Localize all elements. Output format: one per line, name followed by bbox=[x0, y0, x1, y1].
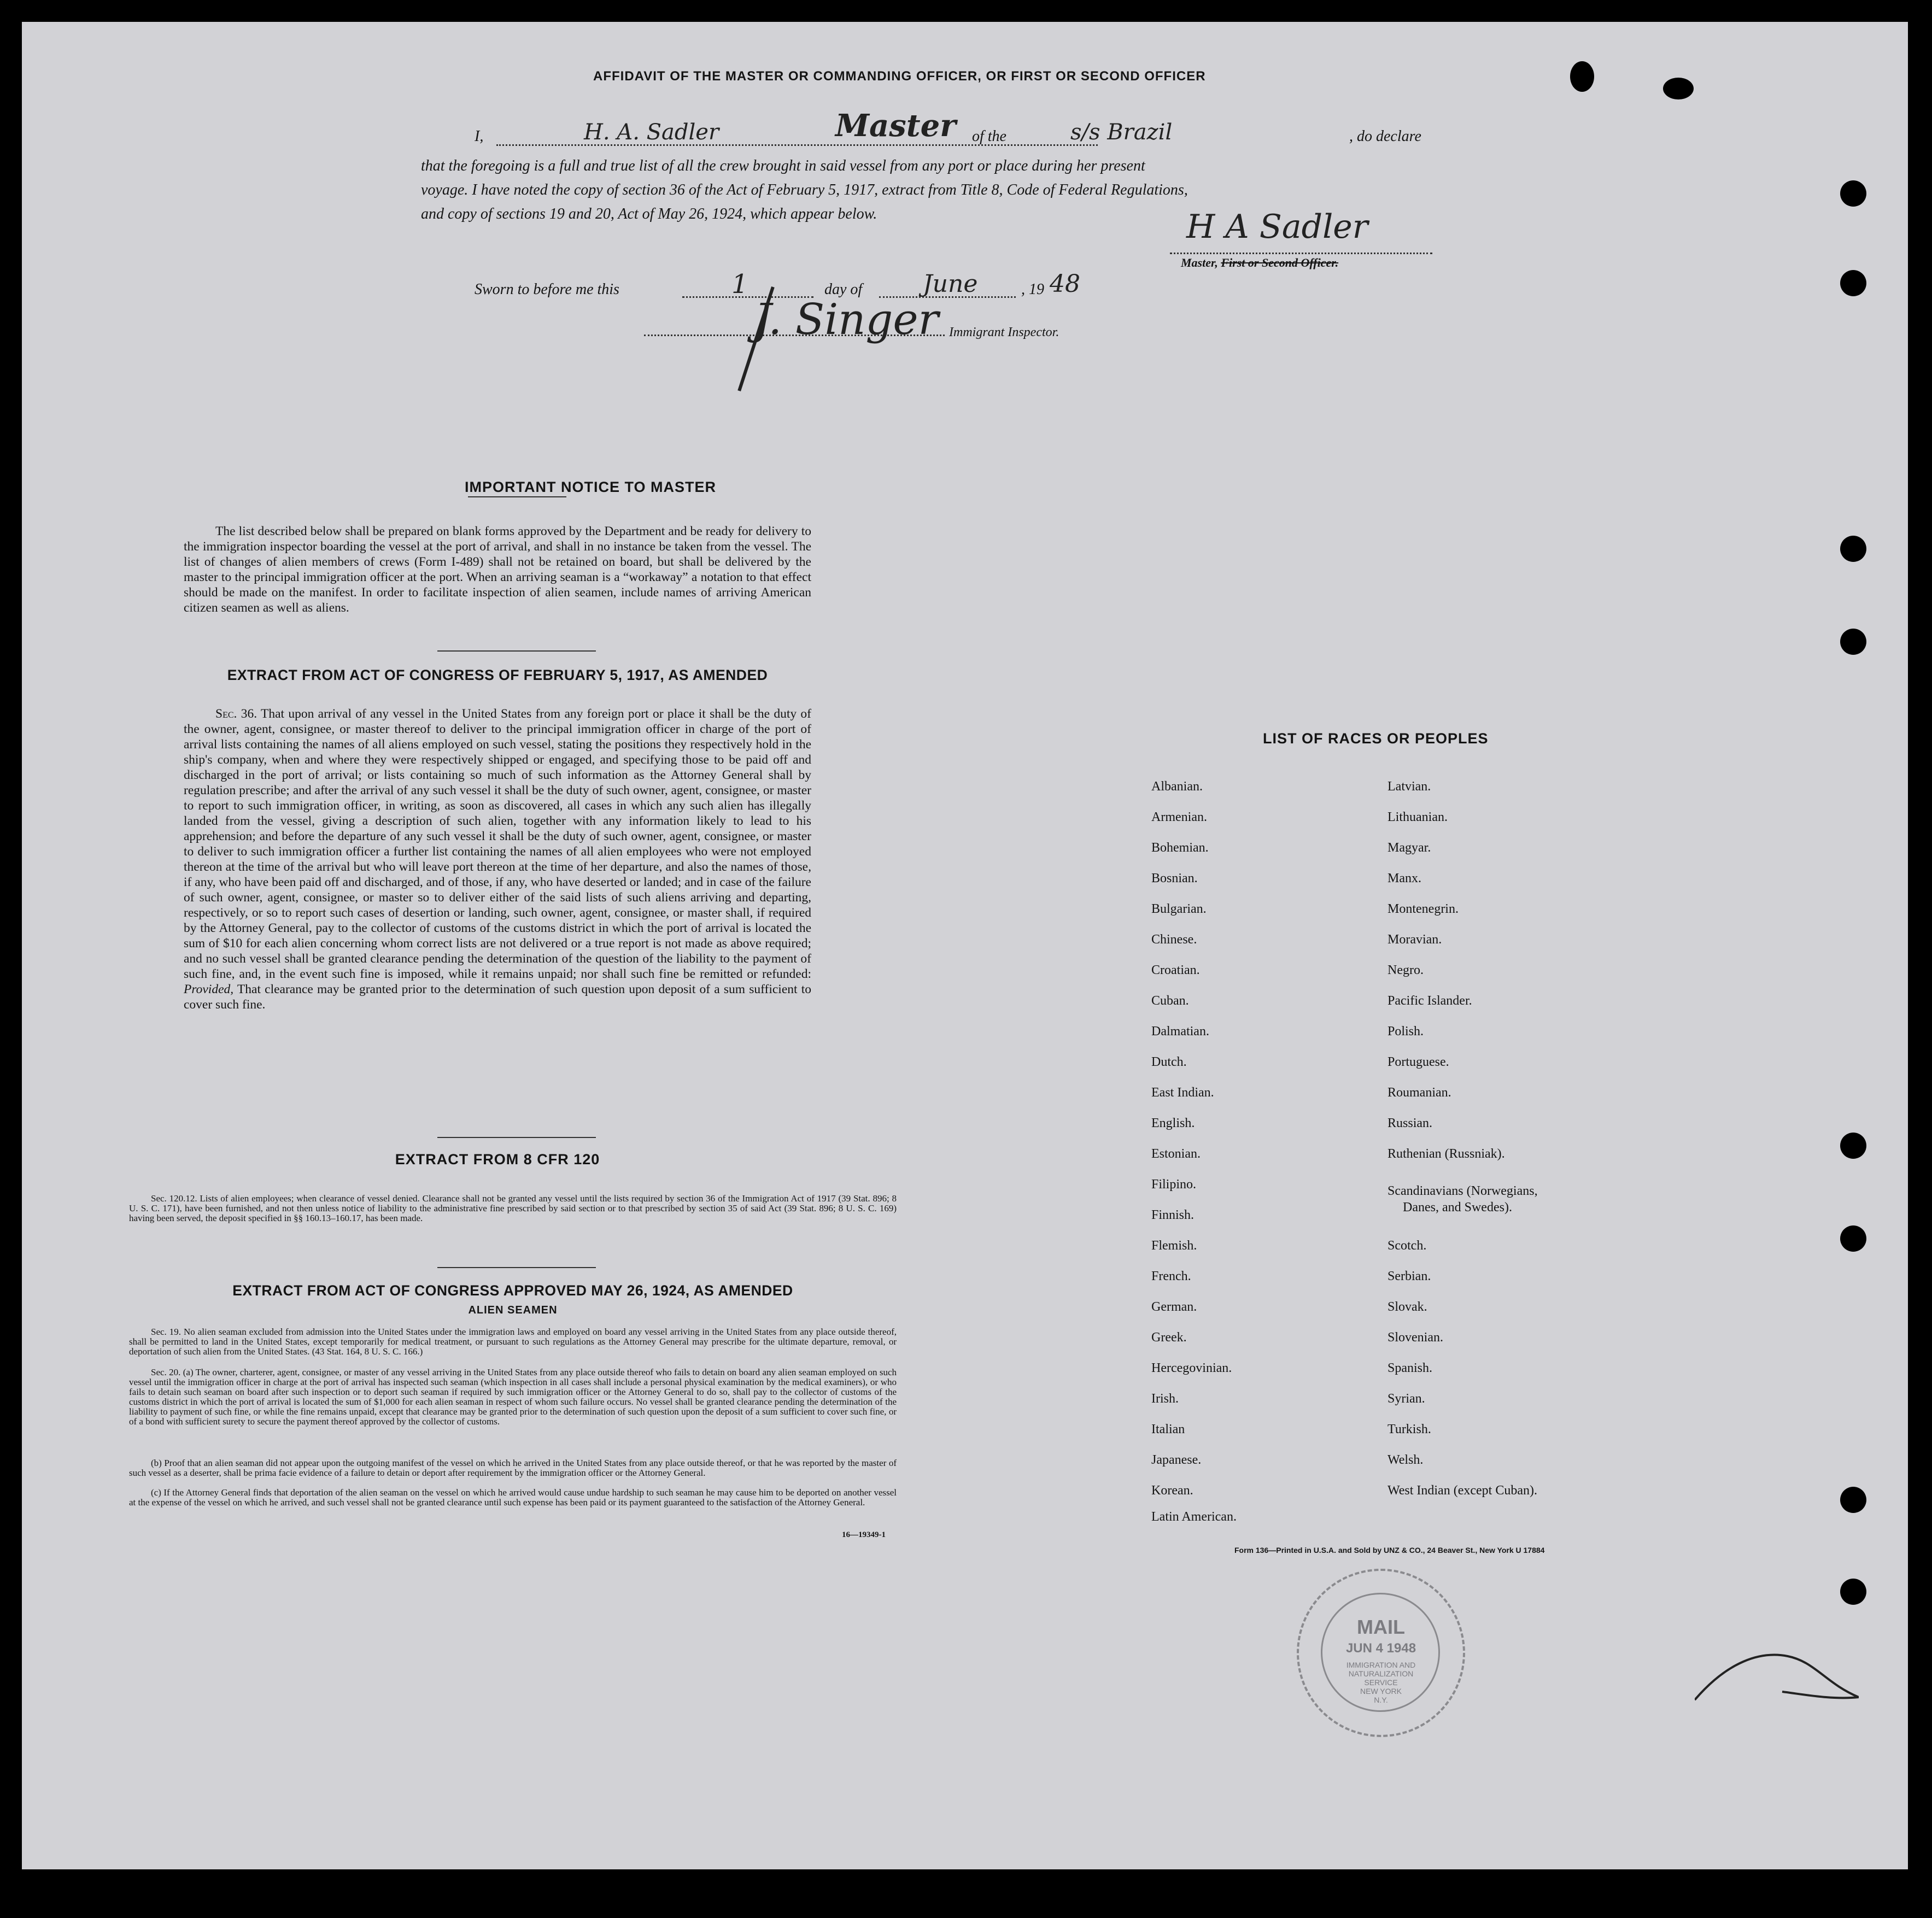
race-item: Scotch. bbox=[1387, 1239, 1427, 1253]
sec-20a-text: Sec. 20. (a) The owner, charterer, agent, consignee, or master of any vessel arriving in the United States from any place outside thereof who fails to detain on board any alien seaman employed on such vessel until the immigration officer in charge at the port of arrival has inspected such seaman (which inspection in all cases shall include a personal physical examination by the medical examiners), or who fails to detain such seaman on board after such inspection or to deport such seaman if required by such immigration officer or the Attorney General to do so, shall pay to the collector of customs of the customs district in which the port of arrival is located the sum of $1,000 for each alien seaman in respect of whom such failure occurs. No vessel shall be granted clearance pending the determination of the liability to payment of such fine, or while the fine remains unpaid, except that clearance may be granted prior to the determination of such question upon the deposit of a sum sufficient to cover such fine, or of a bond with sufficient surety to secure the payment thereof approved by the collector of customs. bbox=[129, 1367, 897, 1427]
of-the-label: of the bbox=[972, 128, 1006, 145]
month-handwriting: June bbox=[923, 270, 978, 298]
race-item: Bulgarian. bbox=[1151, 902, 1207, 916]
year-prefix: , 19 bbox=[1021, 281, 1044, 298]
race-item: Ruthenian (Russniak). bbox=[1387, 1147, 1505, 1161]
race-item: Chinese. bbox=[1151, 932, 1197, 947]
rank-handwriting: Master bbox=[835, 108, 956, 144]
race-item: Latin American. bbox=[1151, 1510, 1237, 1524]
race-item: Lithuanian. bbox=[1387, 810, 1448, 824]
race-item: Turkish. bbox=[1387, 1422, 1431, 1436]
race-item: Filipino. bbox=[1151, 1177, 1197, 1192]
race-item: Portuguese. bbox=[1387, 1055, 1449, 1069]
race-item: Flemish. bbox=[1151, 1239, 1197, 1253]
race-item: Slovenian. bbox=[1387, 1330, 1443, 1345]
race-item: Negro. bbox=[1387, 963, 1424, 977]
punch-hole bbox=[1840, 180, 1866, 207]
section-rule bbox=[437, 1137, 596, 1138]
punch-hole bbox=[1840, 1487, 1866, 1513]
day-of-label: day of bbox=[824, 281, 863, 298]
master-name-handwriting: H. A. Sadler bbox=[584, 120, 719, 145]
race-item: Croatian. bbox=[1151, 963, 1200, 977]
sec-20c-text: (c) If the Attorney General finds that deportation of the alien seaman on the vessel on which he arrived would cause undue hardship to such seaman he may cause him to be deported on another vessel at the expense of the vessel on which he arrived, and such vessel shall not be granted clearance until such expense has been paid or its payment guaranteed to the satisfaction of the Attorney General. bbox=[129, 1487, 897, 1508]
section-rule bbox=[437, 1267, 596, 1268]
extract-1917-title: EXTRACT FROM ACT OF CONGRESS OF FEBRUARY 5, 1917, AS AMENDED bbox=[227, 667, 768, 683]
race-item: German. bbox=[1151, 1300, 1197, 1314]
master-label: Master, bbox=[1181, 256, 1218, 269]
race-item: Spanish. bbox=[1387, 1361, 1433, 1375]
race-item: Montenegrin. bbox=[1387, 902, 1459, 916]
race-item: Dalmatian. bbox=[1151, 1024, 1209, 1039]
race-item: Manx. bbox=[1387, 871, 1421, 885]
race-item: Moravian. bbox=[1387, 932, 1442, 947]
race-item: Polish. bbox=[1387, 1024, 1424, 1039]
race-item: Armenian. bbox=[1151, 810, 1207, 824]
section-rule bbox=[437, 650, 596, 652]
races-column-1 bbox=[1151, 778, 1381, 1533]
race-item: Latvian. bbox=[1387, 779, 1431, 794]
stamp-text: N.Y. bbox=[1374, 1696, 1388, 1704]
form-code: 16—19349-1 bbox=[842, 1530, 886, 1539]
sec-20b-text: (b) Proof that an alien seaman did not appear upon the outgoing manifest of the vessel on which he arrived in the United States from any place outside thereof, or that he was reported by the master of such vessel as a deserter, shall be prima facie evidence of a failure to detain or deport after requirement by the immigration officer or the Attorney General. bbox=[129, 1458, 897, 1478]
races-column-2 bbox=[1387, 778, 1661, 1511]
extract-8cfr-text: Sec. 120.12. Lists of alien employees; when clearance of vessel denied. Clearance shall not be granted any vessel until the lists required by section 36 of the Immigration Act of 1917 (39 Stat. 896; 8 U. S. C. 171), have been furnished, and not then unless notice of liability to the administrative fine prescribed by said section or to that prescribed by section 35 of said Act (39 Stat. 896; 8 U. S. C. 169) having been served, the deposit specified in §§ 160.13–160.17, has been made. bbox=[129, 1193, 897, 1223]
year-handwriting: 48 bbox=[1050, 270, 1080, 298]
race-item: Cuban. bbox=[1151, 994, 1189, 1008]
stamp-text: NEW YORK bbox=[1360, 1687, 1402, 1696]
race-item: West Indian (except Cuban). bbox=[1387, 1483, 1537, 1498]
signature-caption bbox=[1181, 255, 1338, 271]
race-item: Albanian. bbox=[1151, 779, 1203, 794]
form-imprint: Form 136—Printed in U.S.A. and Sold by UNZ & CO., 24 Beaver St., New York U 17884 bbox=[1234, 1546, 1545, 1555]
alien-seamen-subtitle: ALIEN SEAMEN bbox=[468, 1304, 558, 1316]
punch-hole bbox=[1840, 629, 1866, 655]
race-item: Bosnian. bbox=[1151, 871, 1198, 885]
notice-title-rule bbox=[468, 496, 566, 497]
race-item: Syrian. bbox=[1387, 1392, 1425, 1406]
race-item: Danes, and Swedes). bbox=[1403, 1200, 1512, 1215]
affidavit-line-1 bbox=[475, 108, 1459, 151]
affidavit-i: I, bbox=[475, 128, 484, 145]
extract-1924-title: EXTRACT FROM ACT OF CONGRESS APPROVED MAY 26, 1924, AS AMENDED bbox=[232, 1282, 793, 1299]
race-item: Bohemian. bbox=[1151, 841, 1209, 855]
race-item: Magyar. bbox=[1387, 841, 1431, 855]
punch-hole bbox=[1840, 1579, 1866, 1605]
sec-36-body: That upon arrival of any vessel in the United States from any foreign port or place it shall be the duty of the owner, agent, consignee, or master thereof to deliver to the principal immigration officer in charge of the port of arrival lists containing the names of all aliens employed on such vessel, stating the positions they respectively hold in the ship's company, when and where they were respectively shipped or engaged, and specifying those to be paid off and discharged in the port of arrival; or lists containing so much of such information as the Attorney General shall by regulation prescribe; and after the arrival of any such vessel it shall be the duty of such owner, agent, consignee, or master to report to such immigration officer, in writing, as soon as discovered, all cases in which any such alien has illegally landed from the vessel, giving a description of such alien, together with any information likely to lead to his apprehension; and before the departure of any such vessel it shall be the duty of such owner, agent, consignee, or master to deliver to such immigration officer a further list containing the names of all alien employees who were not employed thereon at the time of the arrival but who will leave port thereon at the time of her departure, and also the names of those, if any, who have been paid off and discharged, and of those, if any, who have deserted or landed; and in case of the failure of such owner, agent, consignee, or master so to deliver either of the said lists of such aliens arriving and departing, respectively, or so to report such cases of desertion or landing, such owner, agent, consignee, or master shall, if required by the Attorney General, pay to the collector of customs of the customs district in which the port of arrival is located the sum of $10 for each alien concerning whom correct lists are not delivered or a true report is not made as above required; and no such vessel shall be granted clearance pending the determination of the question of the liability to the payment of such fine, and, in the event such fine is imposed, while it remains unpaid; nor shall such fine be remitted or refunded: bbox=[184, 707, 812, 981]
race-item: East Indian. bbox=[1151, 1086, 1214, 1100]
race-item: Scandinavians (Norwegians, bbox=[1387, 1184, 1538, 1198]
sec-36-label: Sec. 36. bbox=[215, 707, 257, 721]
notice-text: The list described below shall be prepared on blank forms approved by the Department and be ready for delivery to the immigration inspector boarding the vessel at the port of arrival, and shall in no instance be taken from the vessel. The list of changes of alien members of crews (Form I-489) shall not be retained on board, but shall be delivered by the master to the principal immigration officer at the port. When an arriving seaman is a “workaway” a notation to that effect should be made on the manifest. In order to facilitate inspection of alien seamen, include names of arriving American citizen seamen as well as aliens. bbox=[184, 524, 811, 615]
affidavit-line-3: voyage. I have noted the copy of section 36 of the Act of February 5, 1917, extract from Title 8, Code of Federal Regulations, bbox=[421, 181, 1188, 198]
stamp-date: JUN 4 1948 bbox=[1345, 1641, 1416, 1656]
notice-title: IMPORTANT NOTICE TO MASTER bbox=[465, 479, 716, 495]
punch-hole bbox=[1840, 270, 1866, 296]
day-handwriting: 1 bbox=[731, 269, 748, 300]
sec-19-text: Sec. 19. No alien seaman excluded from admission into the United States under the immigration laws and employed on board any vessel arriving in the United States from any place outside thereof, shall be permitted to land in the United States, except temporarily for medical treatment, or pursuant to such regulations as the Attorney General may prescribe for the ultimate departure, removal, or deportation of such alien from the United States. (43 Stat. 164, 8 U. S. C. 166.) bbox=[129, 1327, 897, 1357]
race-item: Japanese. bbox=[1151, 1453, 1202, 1467]
punch-hole bbox=[1840, 536, 1866, 562]
race-item: Russian. bbox=[1387, 1116, 1433, 1130]
stamp-text: SERVICE bbox=[1364, 1678, 1398, 1687]
do-declare-label: , do declare bbox=[1349, 128, 1421, 145]
punch-hole bbox=[1663, 78, 1694, 99]
master-signature: H A Sadler bbox=[1186, 208, 1368, 246]
sec-36-end: That clearance may be granted prior to the determination of such question upon deposit of a sum sufficient to cover such fine. bbox=[184, 982, 811, 1012]
stamp-mail: MAIL bbox=[1357, 1616, 1405, 1638]
race-item: Pacific Islander. bbox=[1387, 994, 1472, 1008]
race-item: Korean. bbox=[1151, 1483, 1193, 1498]
race-item: Hercegovinian. bbox=[1151, 1361, 1232, 1375]
inspector-label: Immigrant Inspector. bbox=[949, 325, 1059, 339]
race-item: Greek. bbox=[1151, 1330, 1187, 1345]
sworn-label: Sworn to before me this bbox=[475, 281, 619, 298]
stamp-text: IMMIGRATION AND bbox=[1346, 1661, 1416, 1669]
stamp-text: NATURALIZATION bbox=[1348, 1669, 1414, 1678]
race-item: Roumanian. bbox=[1387, 1086, 1451, 1100]
vessel-name-handwriting: s/s Brazil bbox=[1070, 120, 1173, 145]
affidavit-line-4: and copy of sections 19 and 20, Act of May 26, 1924, which appear below. bbox=[421, 206, 877, 222]
races-title: LIST OF RACES OR PEOPLES bbox=[1263, 730, 1489, 747]
race-item: Finnish. bbox=[1151, 1208, 1195, 1222]
race-item: Dutch. bbox=[1151, 1055, 1187, 1069]
race-item: Estonian. bbox=[1151, 1147, 1201, 1161]
punch-hole bbox=[1840, 1225, 1866, 1252]
extract-8cfr-title: EXTRACT FROM 8 CFR 120 bbox=[395, 1151, 600, 1168]
mail-stamp bbox=[1297, 1569, 1465, 1737]
extract-1917-text bbox=[184, 706, 811, 1012]
affidavit-line-2: that the foregoing is a full and true list of all the crew brought in said vessel from any port or place during her present bbox=[421, 157, 1145, 174]
pen-stroke bbox=[1695, 1640, 1859, 1722]
race-item: Serbian. bbox=[1387, 1269, 1431, 1283]
race-item: Slovak. bbox=[1387, 1300, 1427, 1314]
race-item: Italian bbox=[1151, 1422, 1185, 1436]
provided-label: Provided, bbox=[184, 982, 234, 996]
inspector-signature: J. Singer bbox=[754, 295, 939, 344]
punch-hole bbox=[1840, 1133, 1866, 1159]
signature-line bbox=[1170, 253, 1432, 254]
race-item: Irish. bbox=[1151, 1392, 1179, 1406]
race-item: Welsh. bbox=[1387, 1453, 1424, 1467]
affidavit-title: AFFIDAVIT OF THE MASTER OR COMMANDING OFFICER, OR FIRST OR SECOND OFFICER bbox=[593, 69, 1206, 84]
punch-hole bbox=[1570, 61, 1594, 92]
race-item: English. bbox=[1151, 1116, 1195, 1130]
officer-struck-label: First or Second Officer. bbox=[1221, 256, 1339, 269]
race-item: French. bbox=[1151, 1269, 1191, 1283]
